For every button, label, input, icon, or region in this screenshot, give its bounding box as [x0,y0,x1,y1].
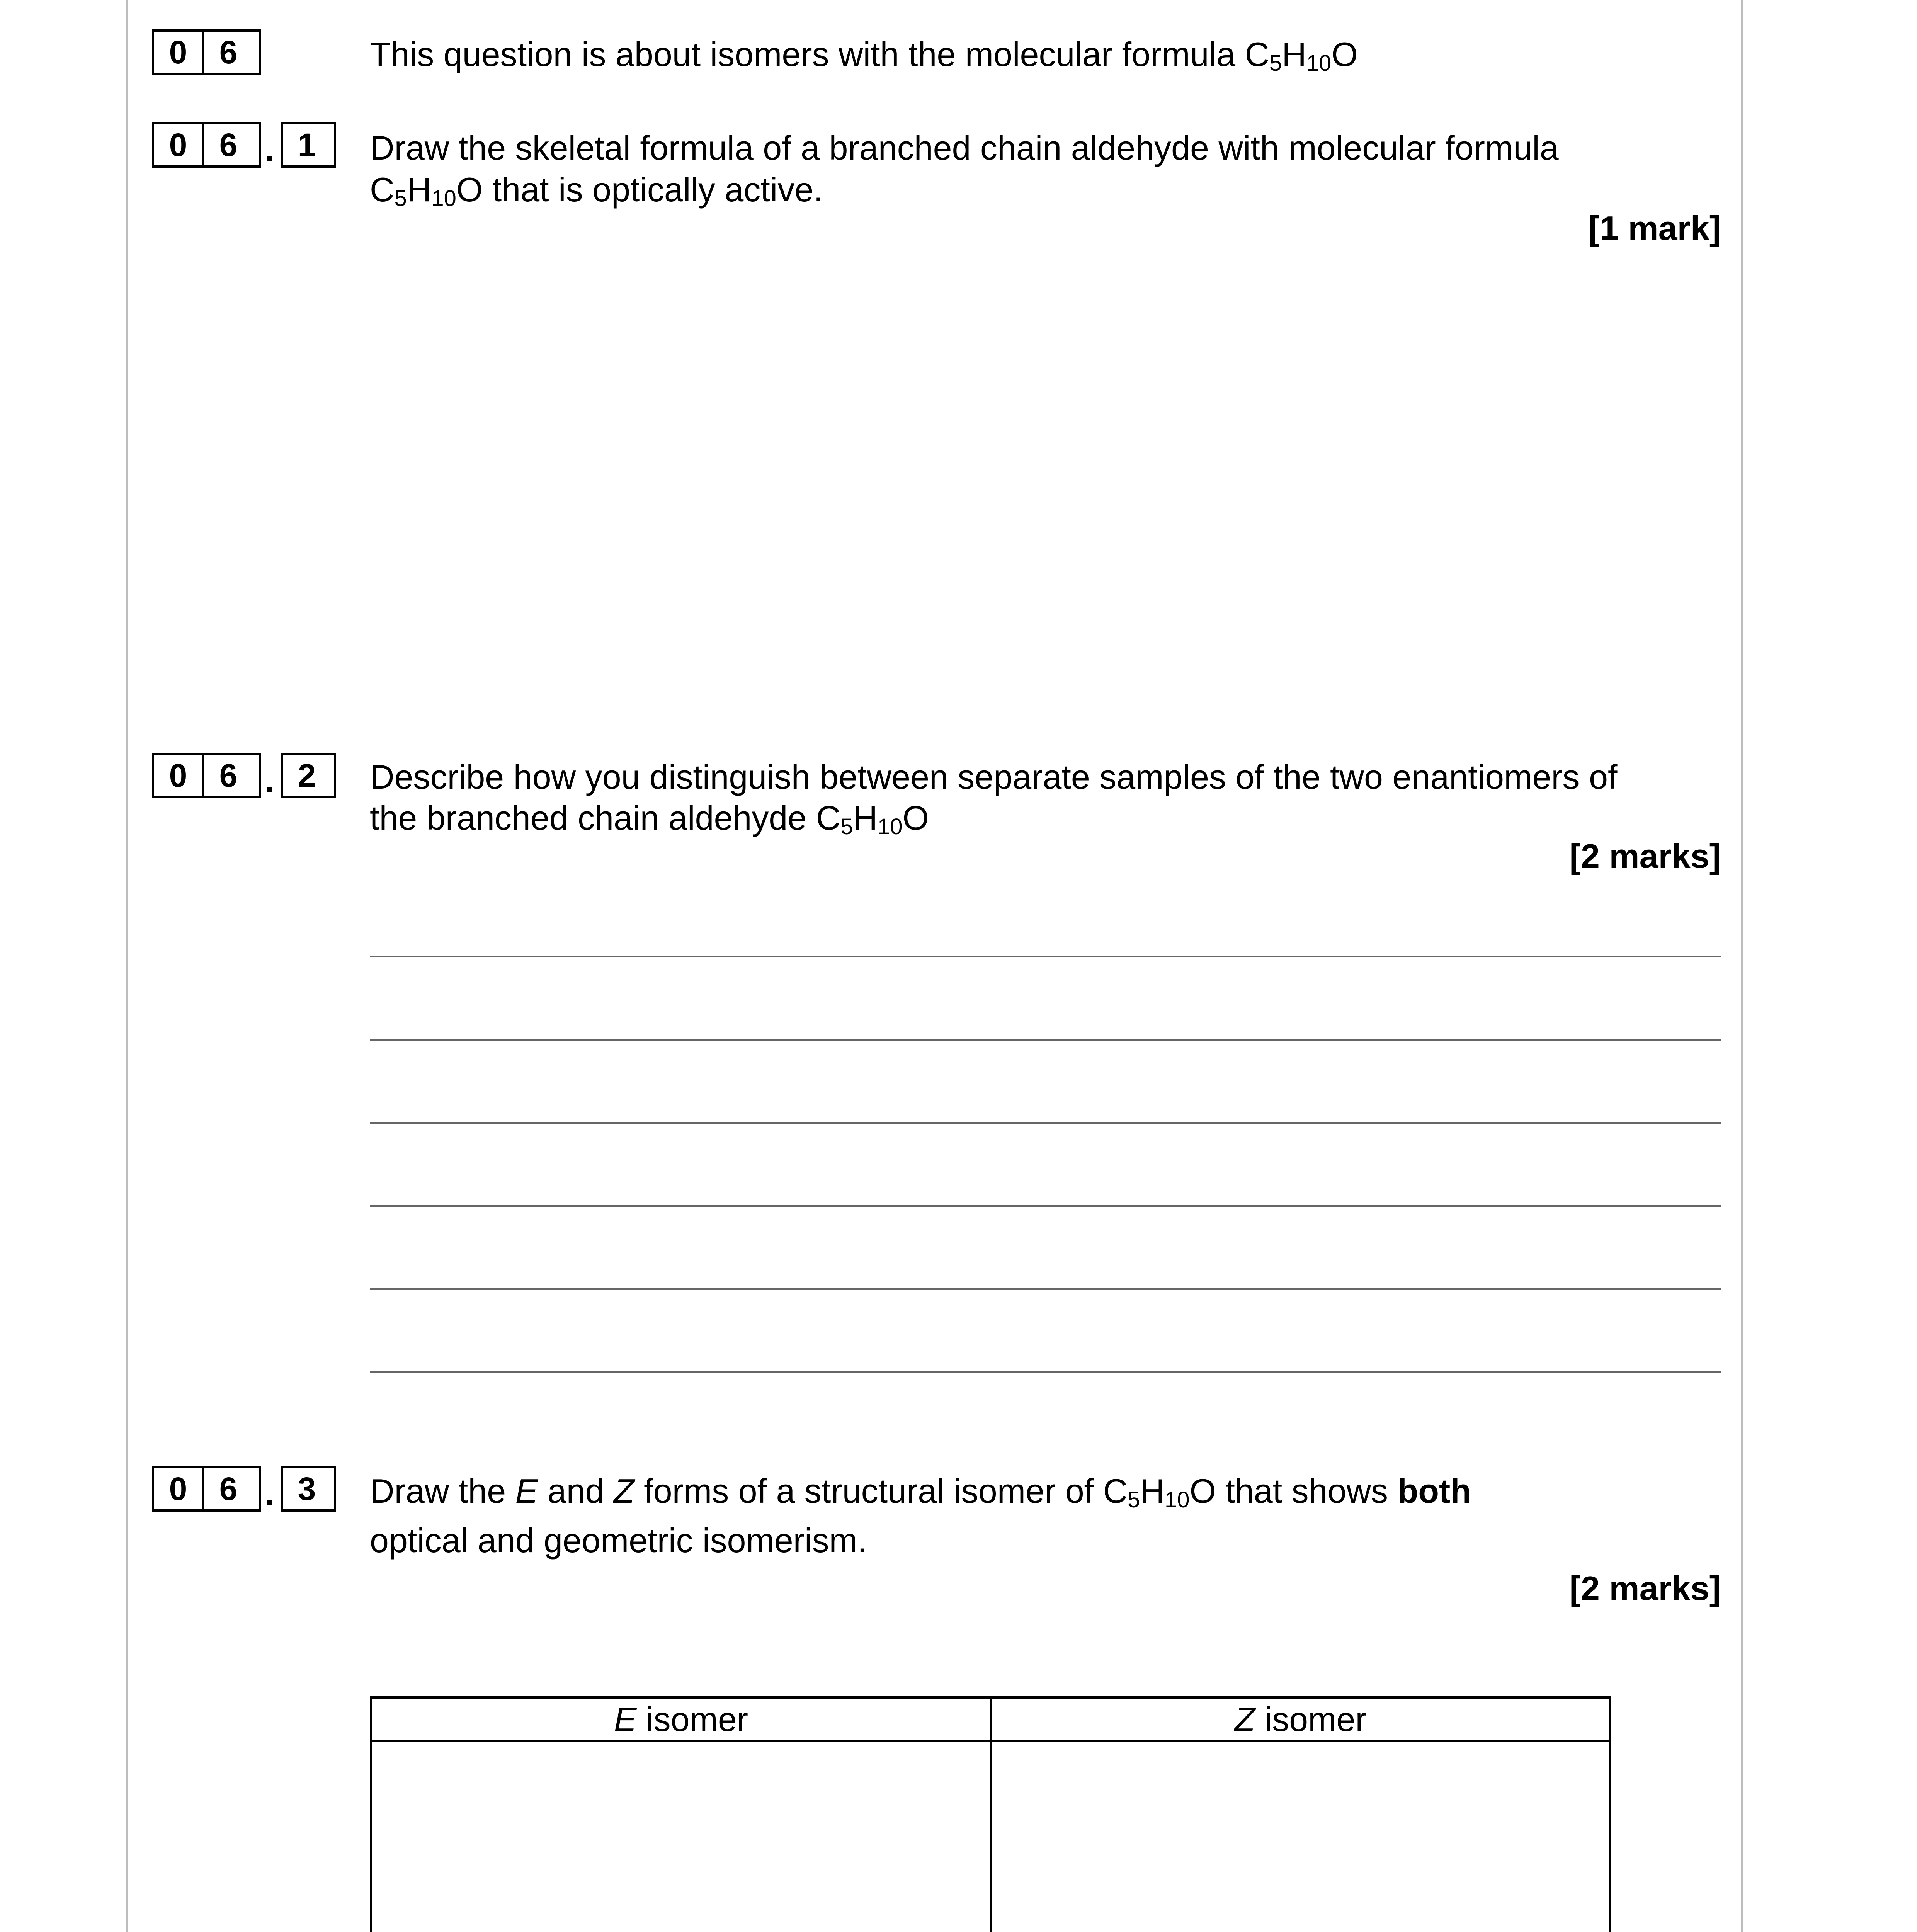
z-isomer-drawing-area[interactable] [992,1742,1609,1932]
question-digit: 6 [202,32,252,73]
question-dot: . [265,762,274,799]
question-061-text-line1: Draw the skeletal formula of a branched chain aldehyde with molecular formula [370,129,1559,167]
left-margin-line [126,0,128,1932]
question-number-06 [152,753,261,798]
question-digit: 1 [298,126,316,163]
question-063-marks: [2 marks] [1569,1569,1721,1607]
answer-line[interactable] [370,1371,1721,1373]
question-062-marks: [2 marks] [1569,837,1721,875]
question-06-intro: This question is about isomers with the molecular formula $C_5H_{10}O$ [370,35,1358,76]
question-063-text-line2: optical and geometric isomerism. [370,1521,867,1560]
isomer-table [370,1696,1611,1932]
question-dot: . [265,1476,274,1512]
right-margin-line [1741,0,1743,1932]
answer-line[interactable] [370,1205,1721,1207]
question-digit: 3 [298,1470,316,1507]
answer-line[interactable] [370,1039,1721,1041]
question-digit: 6 [202,755,252,796]
e-isomer-drawing-area[interactable] [372,1742,990,1932]
question-063-text-line1: Draw the E and Z forms of a structural isomer of $C_5H_{10}O$ that shows both [370,1472,1471,1512]
question-number-06 [152,29,261,75]
question-digit: 0 [169,1470,187,1507]
question-number-06 [152,122,261,168]
question-061-marks: [1 mark] [1588,209,1721,247]
question-digit: 0 [169,34,187,70]
question-062-text-line2: the branched chain aldehyde $C_5H_{10}O$ [370,799,929,839]
question-number-06 [152,1466,261,1512]
question-062-text-line1: Describe how you distinguish between separate samples of the two enantiomers of [370,758,1618,796]
answer-line[interactable] [370,956,1721,957]
subquestion-number-3 [281,1466,336,1512]
subquestion-number-1 [281,122,336,168]
question-digit: 6 [202,124,252,165]
question-digit: 0 [169,757,187,794]
answer-line[interactable] [370,1288,1721,1290]
question-digit: 2 [298,757,316,794]
z-isomer-header: Z isomer [1234,1700,1367,1738]
answer-line[interactable] [370,1122,1721,1124]
question-dot: . [265,132,274,168]
subquestion-number-2 [281,753,336,798]
e-isomer-header: E isomer [614,1700,748,1738]
question-061-text-line2: $C_5H_{10}O$ that is optically active. [370,170,823,211]
question-digit: 0 [169,126,187,163]
question-digit: 6 [202,1468,252,1509]
